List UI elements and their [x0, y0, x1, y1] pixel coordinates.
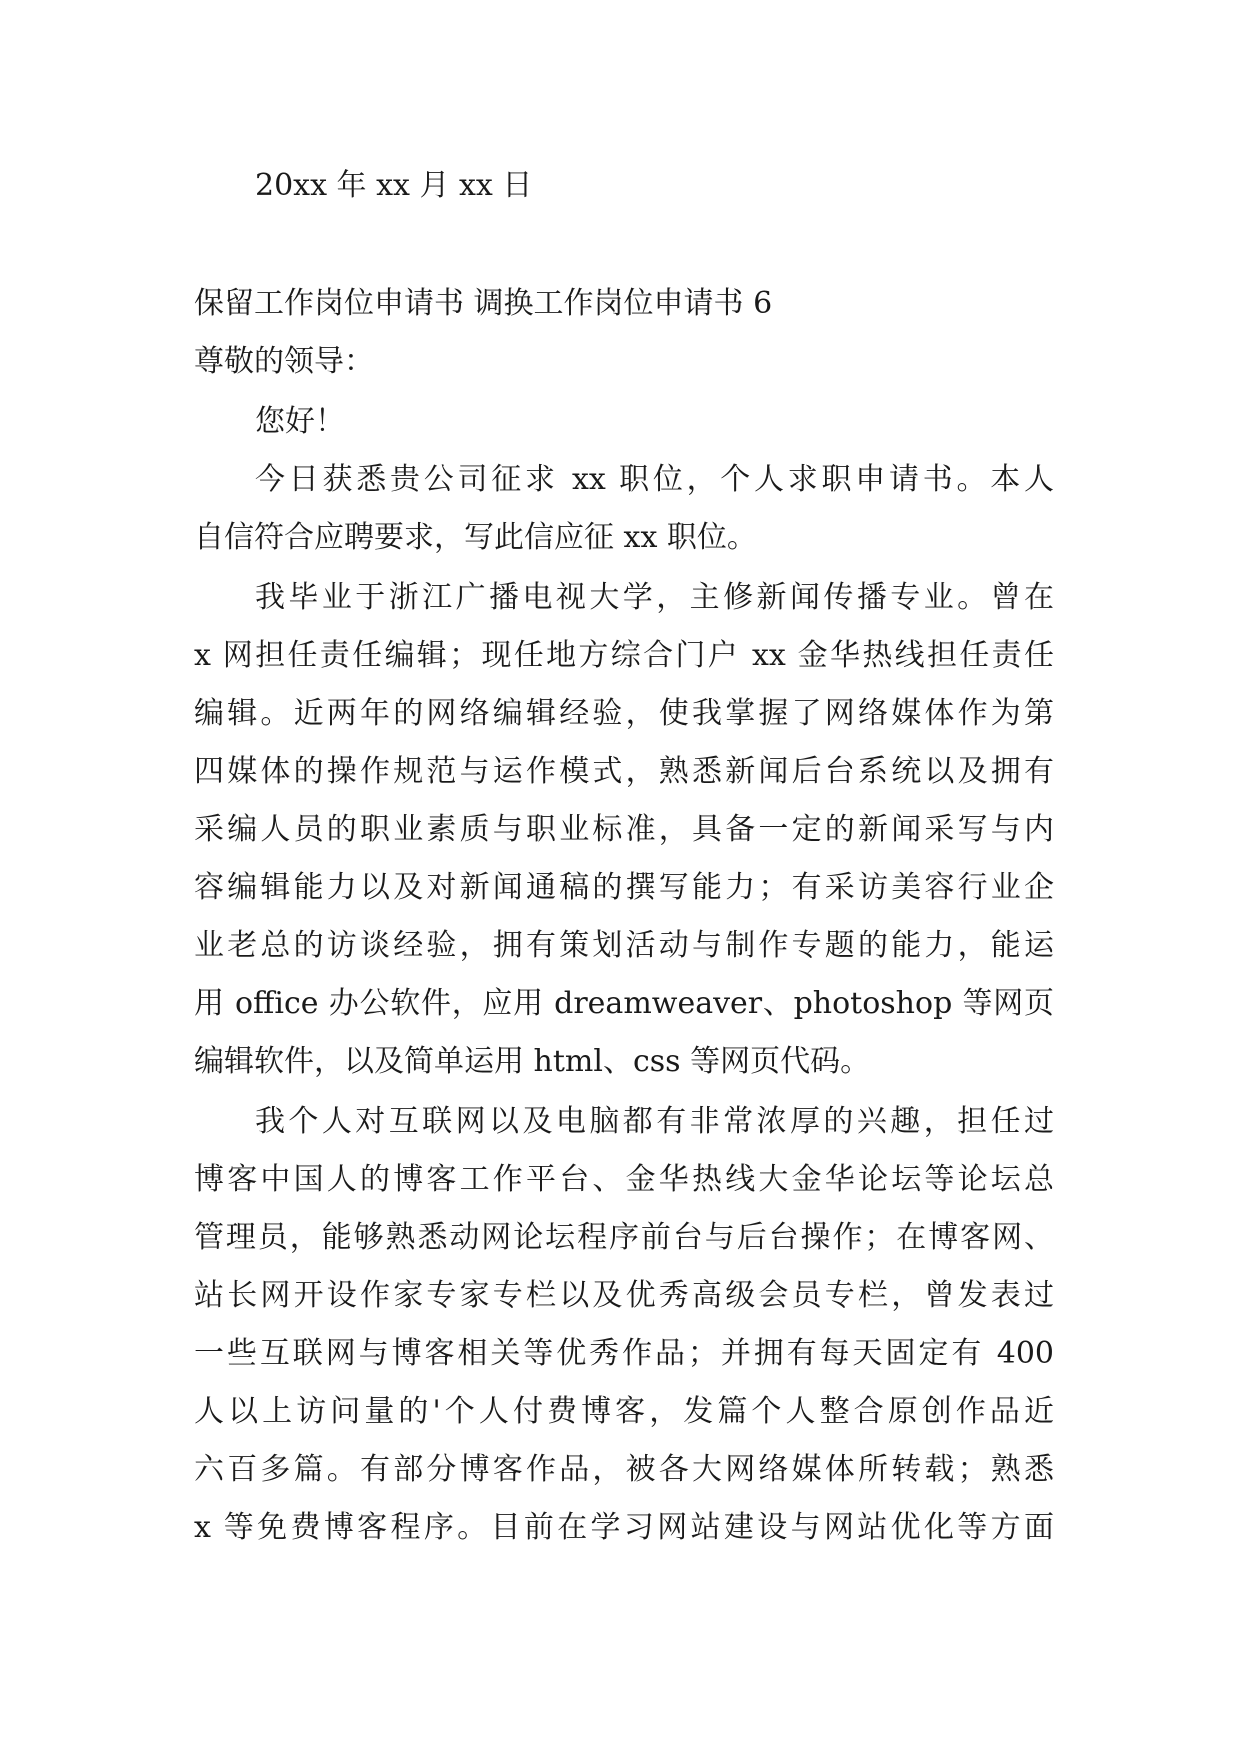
paragraph-2-line-9: 编辑软件，以及简单运用 html、css 等网页代码。 — [194, 1044, 871, 1079]
paragraph-2-line-5: 采编人员的职业素质与职业标准，具备一定的新闻采写与内 — [194, 812, 1054, 847]
paragraph-2-line-7: 业老总的访谈经验，拥有策划活动与制作专题的能力，能运 — [194, 928, 1054, 963]
salutation: 尊敬的领导： — [194, 344, 374, 379]
paragraph-3-line-6: 人以上访问量的'个人付费博客，发篇个人整合原创作品近 — [194, 1394, 1054, 1429]
paragraph-3-line-2: 博客中国人的博客工作平台、金华热线大金华论坛等论坛总 — [194, 1162, 1054, 1197]
greeting: 您好！ — [255, 404, 345, 439]
paragraph-3-line-1: 我个人对互联网以及电脑都有非常浓厚的兴趣，担任过 — [255, 1104, 1054, 1139]
paragraph-2-line-2: x 网担任责任编辑；现任地方综合门户 xx 金华热线担任责任 — [194, 638, 1054, 673]
paragraph-2-line-6: 容编辑能力以及对新闻通稿的撰写能力；有采访美容行业企 — [194, 870, 1054, 905]
paragraph-2-line-4: 四媒体的操作规范与运作模式，熟悉新闻后台系统以及拥有 — [194, 754, 1054, 789]
paragraph-2-line-3: 编辑。近两年的网络编辑经验，使我掌握了网络媒体作为第 — [194, 696, 1054, 731]
date-line: 20xx 年 xx 月 xx 日 — [255, 168, 533, 203]
document-title: 保留工作岗位申请书 调换工作岗位申请书 6 — [194, 286, 773, 321]
paragraph-3-line-5: 一些互联网与博客相关等优秀作品；并拥有每天固定有 400 — [194, 1336, 1054, 1371]
paragraph-3-line-7: 六百多篇。有部分博客作品，被各大网络媒体所转载；熟悉 — [194, 1452, 1054, 1487]
paragraph-2-line-8: 用 office 办公软件，应用 dreamweaver、photoshop 等网页 — [194, 986, 1054, 1021]
paragraph-2-line-1: 我毕业于浙江广播电视大学，主修新闻传播专业。曾在 — [255, 580, 1054, 615]
paragraph-1-line-2: 自信符合应聘要求，写此信应征 xx 职位。 — [194, 520, 757, 555]
paragraph-3-line-4: 站长网开设作家专家专栏以及优秀高级会员专栏，曾发表过 — [194, 1278, 1054, 1313]
paragraph-1-line-1: 今日获悉贵公司征求 xx 职位，个人求职申请书。本人 — [255, 462, 1054, 497]
paragraph-3-line-8: x 等免费博客程序。目前在学习网站建设与网站优化等方面 — [194, 1510, 1054, 1545]
paragraph-3-line-3: 管理员，能够熟悉动网论坛程序前台与后台操作；在博客网、 — [194, 1220, 1054, 1255]
